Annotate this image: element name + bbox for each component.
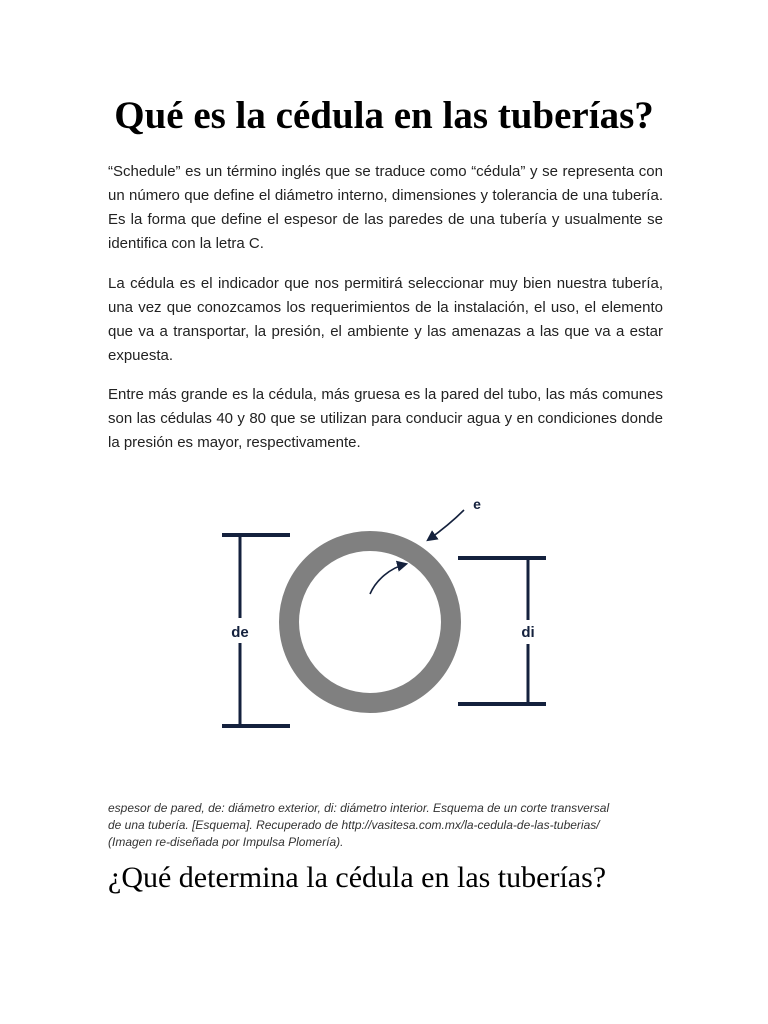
caption-line: espesor de pared, de: diámetro exterior, di: diámetro interior. Esquema de un corte transversal (108, 801, 610, 815)
wall-thickness-arrow-outer (428, 510, 464, 540)
text-line: “Schedule” es un término inglés que se traduce como “cédula” y se representa con (108, 163, 663, 180)
text-line: identifica con la letra C. (108, 235, 264, 252)
wall-thickness-label: e (473, 496, 481, 512)
text-line: la presión es mayor, respectivamente. (108, 434, 361, 451)
pipe-wall-ring (289, 541, 451, 703)
caption-line: (Imagen re-diseñada por Impulsa Plomería). (108, 835, 344, 849)
inner-diameter-label: di (521, 624, 535, 641)
paragraph-indicator (108, 272, 663, 368)
wall-thickness-arrow-inner (370, 564, 406, 594)
text-line: un número que define el diámetro interno, dimensiones y tolerancia de una tubería. (108, 187, 663, 204)
text-line: Es la forma que define el espesor de las paredes de una tubería y usualmente se (108, 211, 663, 228)
text-line: son las cédulas 40 y 80 que se utilizan para conducir agua y en condiciones donde (108, 410, 663, 427)
page-title: Qué es la cédula en las tuberías? (114, 94, 654, 137)
figure-caption (108, 800, 668, 851)
section-heading: ¿Qué determina la cédula en las tuberías? (108, 861, 607, 894)
paragraph-schedule (108, 160, 663, 256)
outer-diameter-label: de (231, 624, 249, 641)
text-line: La cédula es el indicador que nos permitirá seleccionar muy bien nuestra tubería, (108, 275, 663, 292)
text-line: expuesta. (108, 347, 174, 364)
text-line: una vez que conozcamos los requerimientos de la instalación, el uso, el elemento (108, 299, 663, 316)
caption-line: de una tubería. [Esquema]. Recuperado de http://vasitesa.com.mx/la-cedula-de-las-tuberias/ (108, 818, 600, 832)
pipe-cross-section-diagram (210, 488, 560, 738)
text-line: que va a transportar, la presión, el ambiente y las amenazas a las que va a estar (108, 323, 663, 340)
text-line: Entre más grande es la cédula, más gruesa es la pared del tubo, las más comunes (108, 386, 663, 403)
paragraph-common-schedules (108, 383, 663, 455)
